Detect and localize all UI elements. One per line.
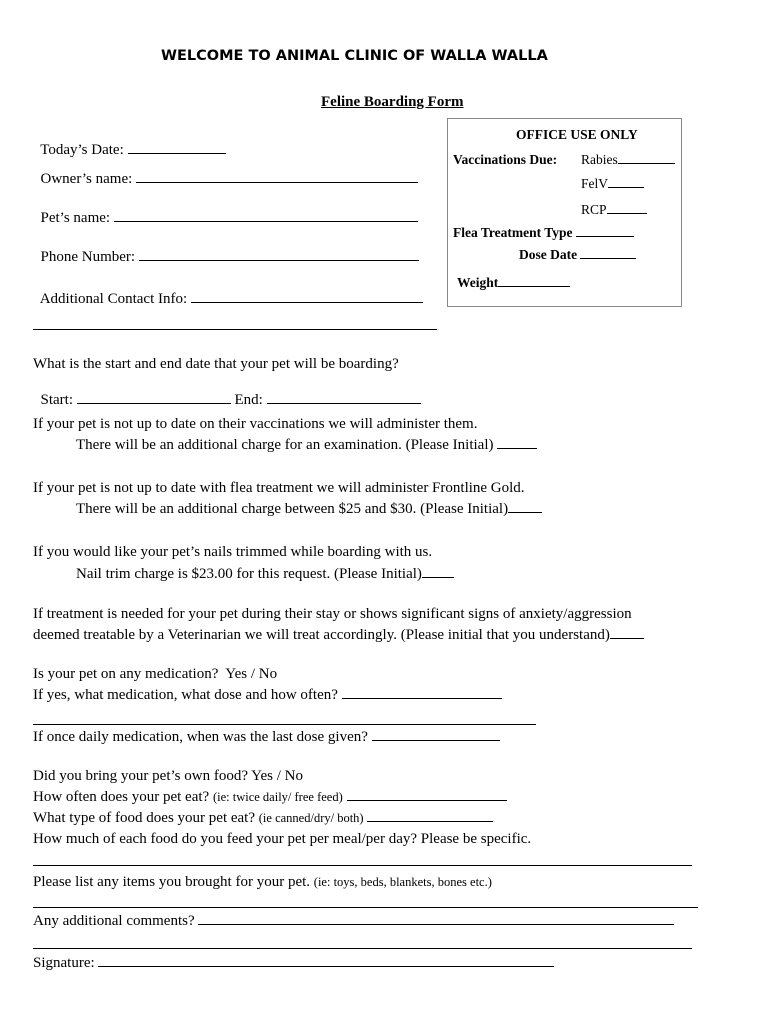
- flea-initial-line[interactable]: [508, 511, 542, 513]
- phone-number-label: Phone Number:: [40, 249, 136, 265]
- dose-date-label: Dose Date: [519, 247, 578, 262]
- treatment-notice-2: deemed treatable by a Veterinarian we will treat accordingly. (Please initial that you understand): [33, 627, 610, 643]
- felv-line[interactable]: [608, 186, 644, 188]
- vaccination-notice-1: If your pet is not up to date on their vaccinations we will administer them.: [33, 416, 478, 432]
- boarding-question: What is the start and end date that your pet will be boarding?: [33, 356, 399, 372]
- medication-question-1: Is your pet on any medication? Yes / No: [33, 666, 278, 682]
- food-type-line[interactable]: [367, 820, 493, 822]
- phone-number-line[interactable]: [139, 259, 419, 261]
- flea-treatment-field[interactable]: [453, 226, 634, 240]
- additional-contact-label: Additional Contact Info:: [39, 291, 188, 307]
- flea-notice-2: There will be an additional charge between $25 and $30. (Please Initial): [76, 501, 509, 517]
- food-question-2-field[interactable]: [33, 790, 507, 805]
- flea-notice-1: If your pet is not up to date with flea treatment we will administer Frontline Gold.: [33, 480, 525, 496]
- clinic-title: WELCOME TO ANIMAL CLINIC OF WALLA WALLA: [161, 48, 548, 64]
- pets-name-line[interactable]: [114, 220, 418, 222]
- start-label: Start:: [40, 392, 73, 408]
- weight-label: Weight: [457, 275, 499, 290]
- additional-contact-field[interactable]: [33, 277, 423, 307]
- rabies-field[interactable]: [581, 153, 675, 167]
- rabies-label: Rabies: [581, 152, 618, 167]
- items-line[interactable]: [33, 906, 698, 908]
- owners-name-field[interactable]: [33, 157, 418, 187]
- dose-date-field[interactable]: [519, 248, 636, 262]
- food-question-2: How often does your pet eat?: [33, 789, 210, 805]
- nails-notice-2: Nail trim charge is $23.00 for this request. (Please Initial): [76, 566, 422, 582]
- additional-contact-line[interactable]: [191, 301, 423, 303]
- todays-date-line[interactable]: [128, 152, 226, 154]
- comments-field[interactable]: [33, 914, 674, 929]
- feeding-frequency-line[interactable]: [347, 799, 507, 801]
- rcp-line[interactable]: [607, 212, 647, 214]
- nails-notice-1: If you would like your pet’s nails trimmed while boarding with us.: [33, 544, 433, 560]
- vaccination-notice-2: There will be an additional charge for an examination. (Please Initial): [76, 437, 494, 453]
- todays-date-field[interactable]: [33, 128, 226, 158]
- medication-line[interactable]: [342, 697, 502, 699]
- medication-question-2-field[interactable]: [33, 688, 502, 703]
- rcp-label: RCP: [581, 202, 607, 217]
- flea-notice-2-field[interactable]: [76, 502, 542, 517]
- office-heading: OFFICE USE ONLY: [516, 127, 638, 142]
- form-title: Feline Boarding Form: [321, 94, 464, 110]
- comments-line-2[interactable]: [33, 947, 692, 949]
- comments-label: Any additional comments?: [33, 913, 195, 929]
- felv-label: FelV: [581, 176, 608, 191]
- pets-name-field[interactable]: [33, 196, 418, 226]
- flea-treatment-line[interactable]: [576, 235, 634, 237]
- food-question-3: What type of food does your pet eat?: [33, 810, 256, 826]
- weight-line[interactable]: [498, 285, 570, 287]
- last-dose-line[interactable]: [372, 739, 500, 741]
- start-line[interactable]: [77, 402, 231, 404]
- owners-name-line[interactable]: [136, 181, 418, 183]
- additional-contact-line-2[interactable]: [33, 328, 437, 330]
- vaccination-initial-line[interactable]: [497, 447, 537, 449]
- end-line[interactable]: [267, 402, 421, 404]
- comments-line[interactable]: [198, 923, 674, 925]
- food-amount-line[interactable]: [33, 864, 692, 866]
- food-question-2-hint: (ie: twice daily/ free feed): [212, 790, 343, 804]
- weight-field[interactable]: [457, 276, 570, 290]
- signature-label: Signature:: [33, 955, 95, 971]
- vaccinations-due-label: Vaccinations Due:: [453, 152, 558, 167]
- items-question-field: [33, 875, 492, 890]
- medication-question-3: If once daily medication, when was the last dose given?: [33, 729, 368, 745]
- pets-name-label: Pet’s name:: [40, 210, 111, 226]
- medication-question-2: If yes, what medication, what dose and how often?: [33, 687, 338, 703]
- items-hint: (ie: toys, beds, blankets, bones etc.): [313, 875, 492, 889]
- signature-field[interactable]: [33, 956, 554, 971]
- treatment-notice-1: If treatment is needed for your pet during their stay or shows significant signs of anxiety/aggression: [33, 606, 632, 622]
- nails-initial-line[interactable]: [422, 576, 454, 578]
- treatment-initial-line[interactable]: [610, 637, 644, 639]
- signature-line[interactable]: [98, 965, 554, 967]
- todays-date-label: Today’s Date:: [40, 142, 124, 158]
- food-question-3-hint: (ie canned/dry/ both): [258, 811, 364, 825]
- treatment-notice-2-field[interactable]: [33, 628, 644, 643]
- boarding-dates-field[interactable]: [33, 378, 421, 408]
- owners-name-label: Owner’s name:: [40, 171, 133, 187]
- items-question: Please list any items you brought for your pet.: [33, 874, 311, 890]
- food-question-1: Did you bring your pet’s own food? Yes / No: [33, 768, 303, 784]
- food-question-4: How much of each food do you feed your pet per meal/per day? Please be specific.: [33, 831, 532, 847]
- food-question-3-field[interactable]: [33, 811, 493, 826]
- felv-field[interactable]: [581, 177, 644, 191]
- nails-notice-2-field[interactable]: [76, 567, 454, 582]
- vaccination-notice-2-field[interactable]: [76, 438, 537, 453]
- medication-question-3-field[interactable]: [33, 730, 500, 745]
- flea-treatment-label: Flea Treatment Type: [453, 225, 573, 240]
- medication-line-2[interactable]: [33, 723, 536, 725]
- rabies-line[interactable]: [618, 162, 675, 164]
- rcp-field[interactable]: [581, 203, 647, 217]
- phone-number-field[interactable]: [33, 235, 419, 265]
- end-label: End:: [234, 392, 263, 408]
- dose-date-line[interactable]: [580, 257, 636, 259]
